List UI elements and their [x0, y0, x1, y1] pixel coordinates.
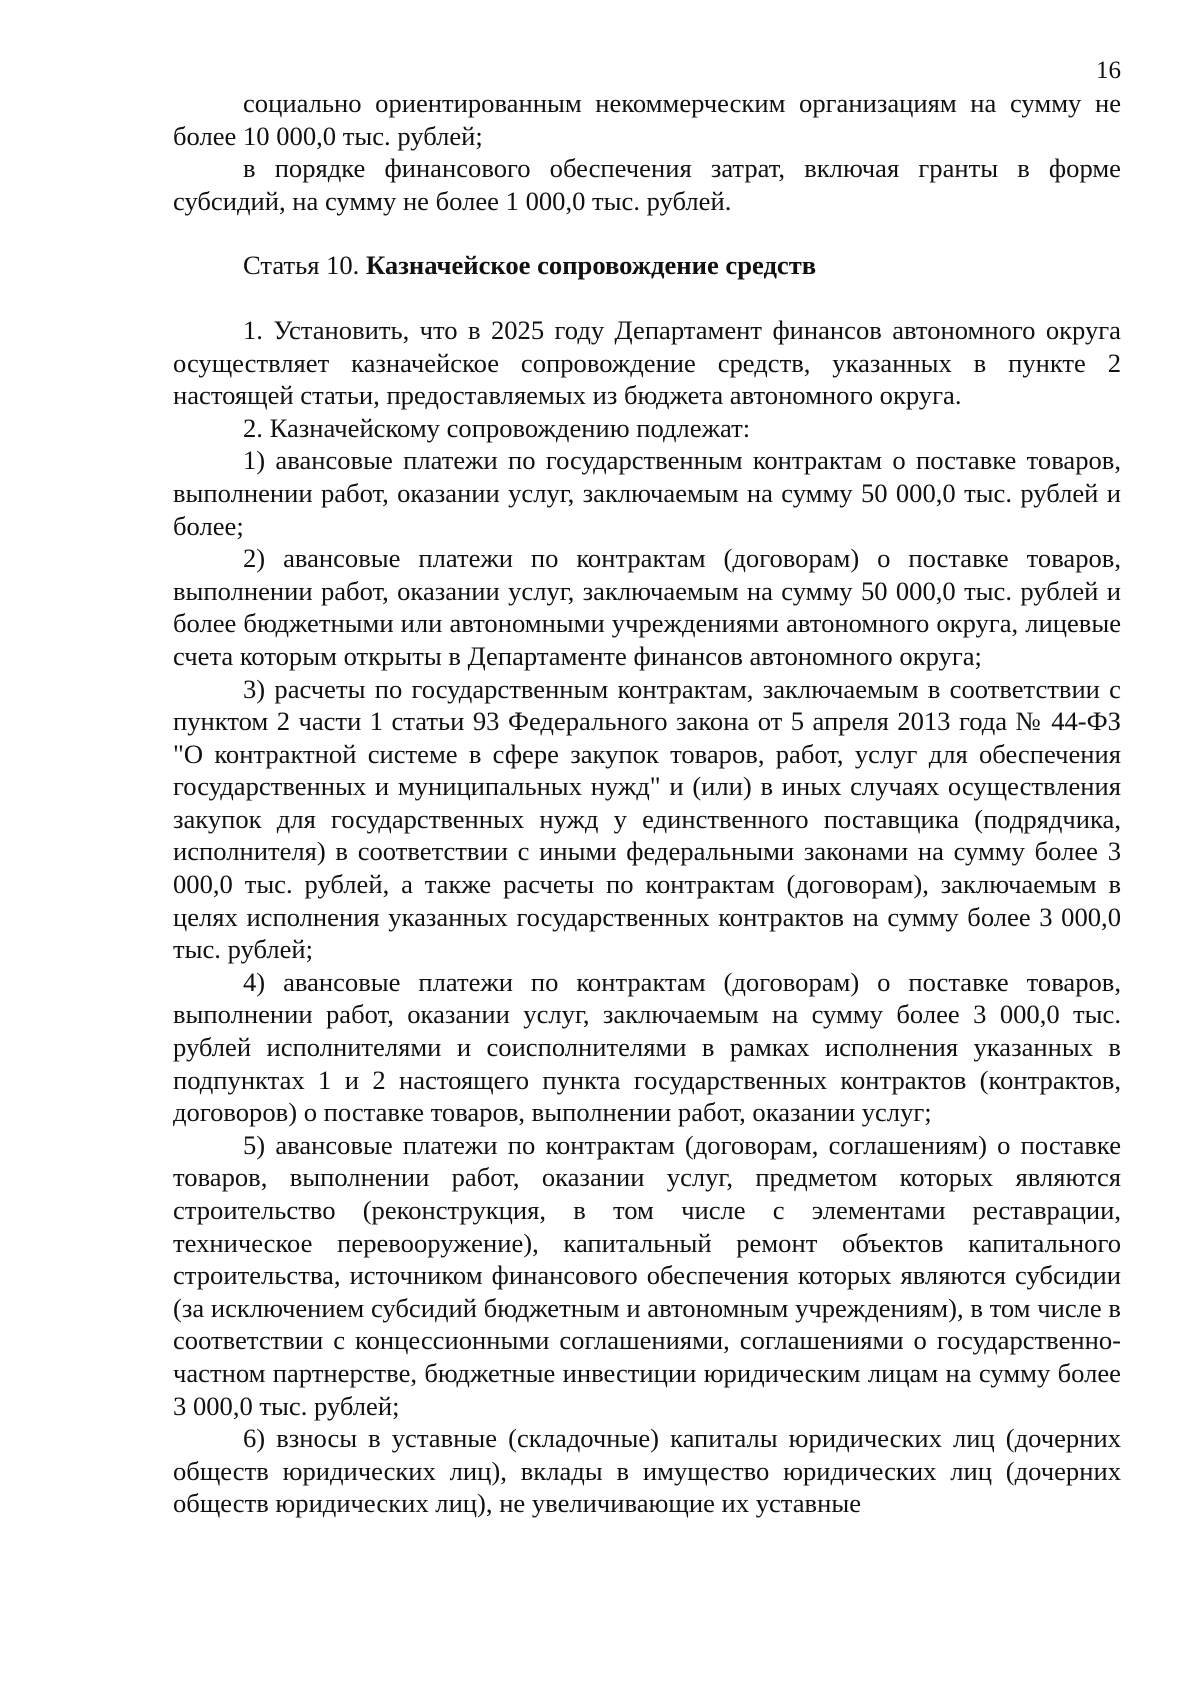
list-item: 2) авансовые платежи по контрактам (договорам) о поставке товаров, выполнении работ, оказании услуг, заключаемым на сумму 50 000,0 тыс. рублей и более бюджетными или автономными учреждениями автономного округа, лицевые счета которым открыты в Департаменте финансов автономного округа;: [173, 543, 1121, 671]
article-number: Статья 10.: [243, 250, 366, 281]
list-item: 1) авансовые платежи по государственным контрактам о поставке товаров, выполнении работ, оказании услуг, заключаемым на сумму 50 000,0 тыс. рублей и более;: [173, 445, 1121, 541]
paragraph: 2. Казначейскому сопровождению подлежат:: [243, 412, 751, 443]
paragraph: 1. Установить, что в 2025 году Департамент финансов автономного округа осуществляет казначейское сопровождение средств, указанных в пункте 2 настоящей статьи, предоставляемых из бюджета автономного округа.: [173, 314, 1121, 411]
list-item: 3) расчеты по государственным контрактам, заключаемым в соответствии с пунктом 2 части 1 статьи 93 Федерального закона от 5 апреля 2013 года № 44-ФЗ "О контрактной системе в сфере закупок товаров, работ, услуг для обеспечения государственных и муниципальных нужд" и (или) в иных случаях осуществления закупок для государственных нужд у единственного поставщика (подрядчика, исполнителя) в соответствии с иными федеральными законами на сумму более 3 000,0 тыс. рублей, а также расчеты по контрактам (договорам), заключаемым в целях исполнения указанных государственных контрактов на сумму более 3 000,0 тыс. рублей;: [173, 673, 1121, 965]
page-number: 16: [1096, 57, 1121, 84]
list-item: 4) авансовые платежи по контрактам (договорам) о поставке товаров, выполнении работ, оказании услуг, заключаемым на сумму более 3 000,0 тыс. рублей исполнителями и соисполнителями в рамках исполнения указанных в подпунктах 1 и 2 настоящего пункта государственных контрактов (контрактов, договоров) о поставке товаров, выполнении работ, оказании услуг;: [173, 966, 1121, 1128]
paragraph: социально ориентированным некоммерческим организациям на сумму не более 10 000,0 тыс. рублей;: [173, 88, 1121, 151]
document-body: [173, 87, 1121, 1520]
article-heading: [173, 249, 1121, 282]
list-item: 5) авансовые платежи по контрактам (договорам, соглашениям) о поставке товаров, выполнении работ, оказании услуг, предметом которых являются строительство (реконструкция, в том числе с элементами реставрации, техническое перевооружение), капитальный ремонт объектов капитального строительства, источником финансового обеспечения которых являются субсидии (за исключением субсидий бюджетным и автономным учреждениям), в том числе в соответствии с концессионными соглашениями, соглашениями о государственно-частном партнерстве, бюджетные инвестиции юридическим лицам на сумму более 3 000,0 тыс. рублей;: [173, 1129, 1121, 1421]
paragraph: в порядке финансового обеспечения затрат, включая гранты в форме субсидий, на сумму не более 1 000,0 тыс. рублей.: [173, 153, 1121, 216]
list-item: 6) взносы в уставные (складочные) капиталы юридических лиц (дочерних обществ юридических лиц), вклады в имущество юридических лиц (дочерних обществ юридических лиц), не увеличивающие их уставные: [173, 1423, 1121, 1519]
article-title: Казначейское сопровождение средств: [365, 250, 817, 281]
